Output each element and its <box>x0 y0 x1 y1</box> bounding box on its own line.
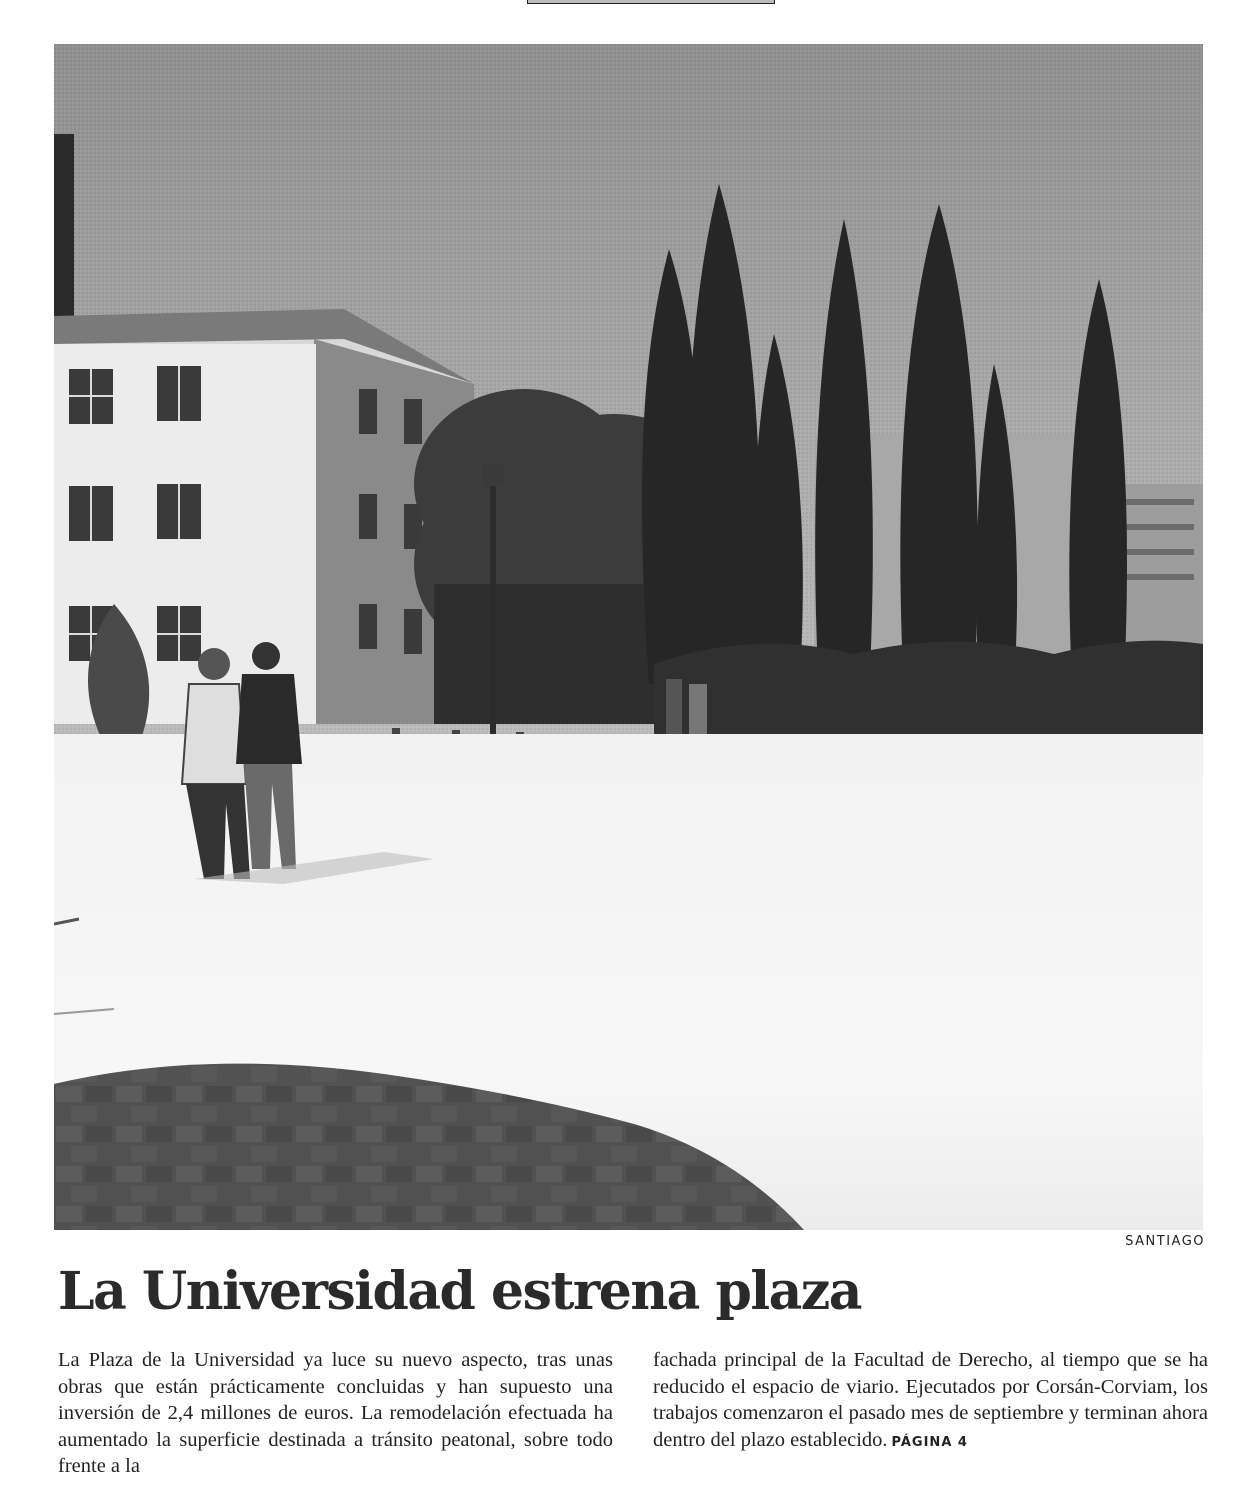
article-paragraph-col2 <box>653 1347 1208 1456</box>
page-reference: PÁGINA 4 <box>891 1434 968 1450</box>
article-text-col1: La Plaza de la Universidad ya luce su nuevo aspecto, tras unas obras que están prácticamente concluidas y han supuesto una inversión de 2,4 millones de euros. La remodelación efectuada ha aumentado la superficie destinada a tránsito peatonal, sobre todo frente a la <box>58 1349 613 1477</box>
article-text-col2: fachada principal de la Facultad de Derecho, al tiempo que se ha reducido el espacio de viario. Ejecutados por Corsán-Corviam, los trabajos comenzaron el pasado mes de septiembre y terminan ahora dentro del plazo establecido. <box>653 1349 1208 1451</box>
top-rule <box>527 0 775 4</box>
article-body <box>58 1347 1208 1480</box>
tower-edge <box>54 134 74 324</box>
article-column-1 <box>58 1347 613 1480</box>
street-lamp <box>490 474 496 754</box>
article-column-2 <box>653 1347 1208 1480</box>
photo-credit: SANTIAGO <box>1125 1234 1205 1249</box>
news-photo <box>54 44 1203 1230</box>
plaza-photo-illustration <box>54 44 1203 1230</box>
headline: La Universidad estrena plaza <box>58 1261 861 1322</box>
hedges <box>654 641 1203 734</box>
